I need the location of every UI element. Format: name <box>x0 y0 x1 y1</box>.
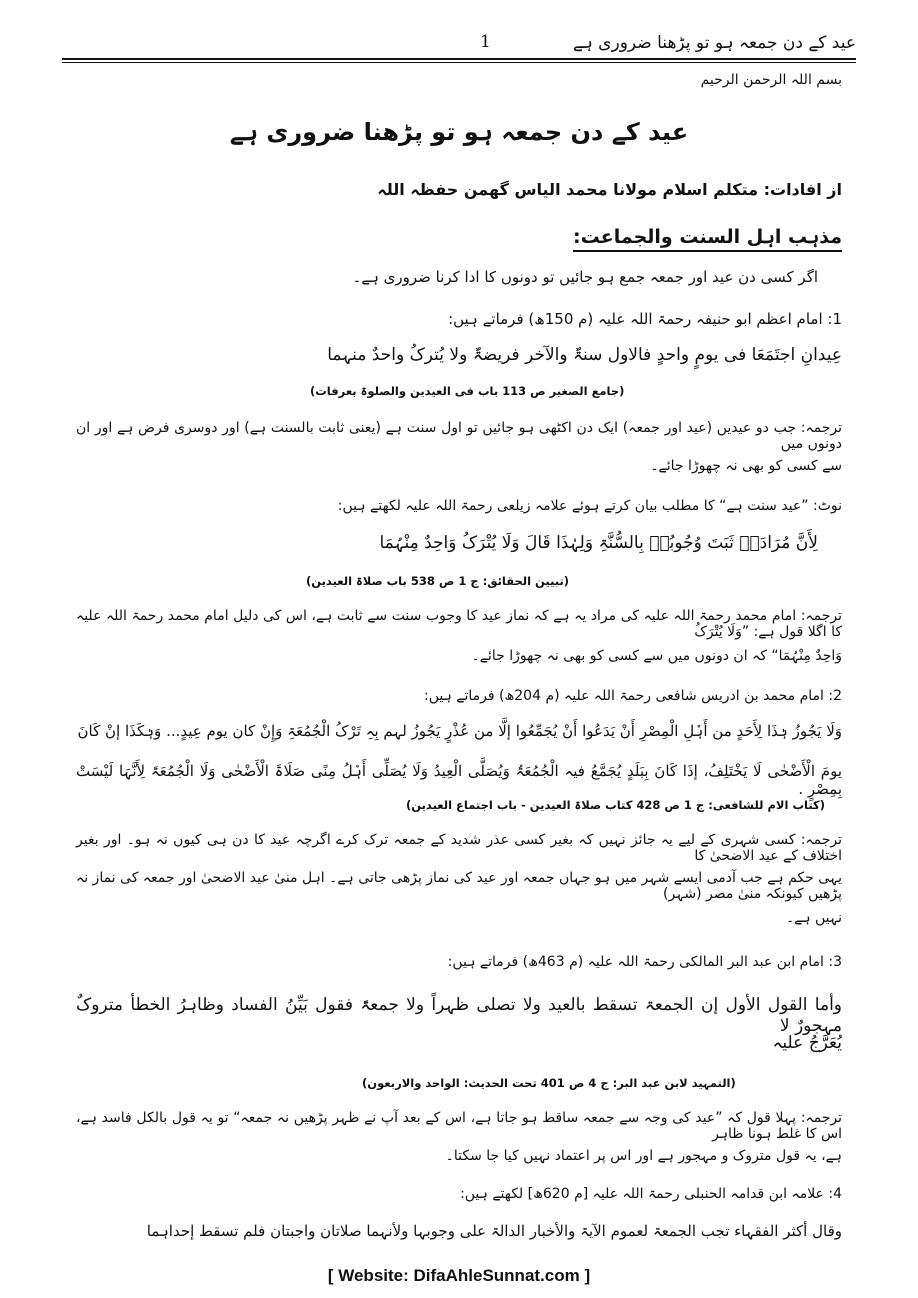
page-title: عید کے دن جمعہ ہو تو پڑھنا ضروری ہے <box>229 118 689 146</box>
s3-translation-1: ترجمہ: پہلا قول کہ ”عید کی وجہ سے جمعہ ساقط ہو جاتا ہے، اس کے بعد آپ نے ظہر پڑھیں نہ جمعہ“ تو یہ قول بالکل فاسد ہے، اس کا غلط ہونا ظاہر <box>76 1110 842 1142</box>
s2-translation-1: ترجمہ: کسی شہری کے لیے یہ جائز نہیں کہ بغیر کسی عذر شدید کے جمعہ ترک کرے اگرچہ عید کا دن ہی کیوں نہ ہو۔ اور بغیر اختلاف کے عید الاضحیٰ کا <box>76 832 842 864</box>
s1-translation-1: ترجمہ: جب دو عیدیں (عید اور جمعہ) ایک دن اکٹھی ہو جائیں تو اول سنت ہے (یعنی ثابت بالسنت ہے) اور دوسری فرض ہے اور ان دونوں میں <box>76 420 842 452</box>
s2-heading: 2: امام محمد بن ادریس شافعی رحمۃ اللہ علیہ (م 204ھ) فرماتے ہیں: <box>424 688 842 704</box>
s4-arabic-1: وقال أکثر الفقہاء تجب الجمعۃ لعموم الآیۃ والأخبار الدالۃ علی وجوبہا ولأنہما صلاتان واجبتان فلم تسقط إحداہما <box>146 1222 842 1240</box>
s1-note-translation-1: ترجمہ: امام محمد رحمۃ اللہ علیہ کی مراد یہ ہے کہ نماز عید کا وجوب سنت سے ثابت ہے، اس کی دلیل امام محمد رحمۃ اللہ علیہ کا اگلا قول ہے: ”وَلَا یُتْرَکُ <box>76 608 842 640</box>
s1-note-arabic: لِأَنَّ مُرَادَہٗ ثَبَتَ وُجُوبُہٗ بِالسُّنَّۃِ وَلِہٰذَا قَالَ وَلَا یُتْرَکُ وَاحِدٌ مِنْہُمَا <box>379 533 818 553</box>
page-number: 1 <box>480 32 491 52</box>
header-rule <box>62 58 856 60</box>
s2-arabic-2: یومَ الْأَضْحٰی لَا یَخْتَلِفُ، إذَا کَانَ بِبَلَدٍ یُجَمَّعُ فیہ الْجُمُعَۃُ وَیُصَلَّی الْعِیدُ وَلَا یُصَلِّی أَہْلُ مِنًی صَلَاۃَ الْأَضْحٰی وَلَا الْجُمُعَۃَ لِأَنَّہَا لَیْسَتْ بِمِصْرٍ . <box>76 762 842 798</box>
s1-arabic: عِیدانِ اجتَمَعَا فی یومٍ واحدٍ فالاول سنۃٌ والآخر فریضۃٌ ولا یُترکُ واحدٌ منہما <box>327 345 842 365</box>
s1-translation-2: سے کسی کو بھی نہ چھوڑا جائے۔ <box>650 458 842 474</box>
header-rule-thin <box>62 62 856 63</box>
s4-heading: 4: علامہ ابن قدامہ الحنبلی رحمۃ اللہ علیہ [م 620ھ] لکھتے ہیں: <box>460 1186 842 1202</box>
s3-heading: 3: امام ابن عبد البر المالکی رحمۃ اللہ علیہ (م 463ھ) فرماتے ہیں: <box>447 954 842 970</box>
section-heading: مذہب اہل السنت والجماعت: <box>573 226 842 252</box>
s3-arabic-1: وأما القول الأول إن الجمعۃ تسقط بالعید ولا تصلی ظہراً ولا جمعۃً فقول بَیِّنُ الفساد وظاہرُ الخطأ متروکٌ مہجورٌ لا <box>76 995 842 1036</box>
s2-translation-3: نہیں ہے۔ <box>785 910 842 926</box>
s2-translation-2: یہی حکم ہے جب آدمی ایسے شہر میں ہو جہاں جمعہ اور عید کی نماز پڑھی جاتی ہے۔ اہل منیٰ عید الاضحیٰ اور جمعہ کی نماز نہ پڑھیں کیونکہ منیٰ مصر (شہر) <box>76 870 842 902</box>
s1-note-reference: (تبیین الحقائق: ج 1 ص 538 باب صلاۃ العیدین) <box>306 574 570 588</box>
s1-note-translation-2: وَاحِدٌ مِنْہُمَا“ کہ ان دونوں میں سے کسی کو بھی نہ چھوڑا جائے۔ <box>471 648 842 664</box>
s1-heading: 1: امام اعظم ابو حنیفہ رحمۃ اللہ علیہ (م 150ھ) فرماتے ہیں: <box>448 310 842 328</box>
s1-reference: (جامع الصغیر ص 113 باب فی العیدین والصلوۃ بعرفات) <box>310 384 625 398</box>
author-line: از افادات: متکلم اسلام مولانا محمد الیاس گھمن حفظہ اللہ <box>377 180 842 199</box>
website-footer: [ Website: DifaAhleSunnat.com ] <box>327 1266 591 1285</box>
s1-note: نوٹ: ”عید سنت ہے“ کا مطلب بیان کرتے ہوئے علامہ زیلعی رحمۃ اللہ علیہ لکھتے ہیں: <box>337 498 842 514</box>
bismillah: بسم اللہ الرحمن الرحیم <box>700 72 842 88</box>
running-header <box>62 28 856 62</box>
running-title: عید کے دن جمعہ ہو تو پڑھنا ضروری ہے <box>572 33 856 53</box>
intro-text: اگر کسی دن عید اور جمعہ جمع ہو جائیں تو دونوں کا ادا کرنا ضروری ہے۔ <box>352 268 818 286</box>
s3-reference: (التمہید لابن عبد البر: ج 4 ص 401 تحت الحدیث: الواحد والاربعون) <box>362 1076 736 1090</box>
s3-arabic-2: یُعَرَّجُ علیہ <box>772 1033 842 1053</box>
s3-translation-2: ہے، یہ قول متروک و مہجور ہے اور اس پر اعتماد نہیں کیا جا سکتا۔ <box>445 1148 842 1164</box>
s2-reference: (کتاب الام للشافعی: ج 1 ص 428 کتاب صلاۃ العیدین - باب اجتماع العیدین) <box>406 798 825 812</box>
s2-arabic-1: وَلَا یَجُوزُ ہٰذَا لِأَحَدٍ من أَہْلِ الْمِصْرِ أَنْ یَدَعُوا أَنْ یُجَمِّعُوا إلَّا من عُذْرٍ یَجُوزُ لہم بِہِ تَرْکُ الْجُمُعَۃِ وَإِنْ کان یوم عِیدٍ... وَہٰکَذَا إنْ کَانَ <box>77 722 842 740</box>
